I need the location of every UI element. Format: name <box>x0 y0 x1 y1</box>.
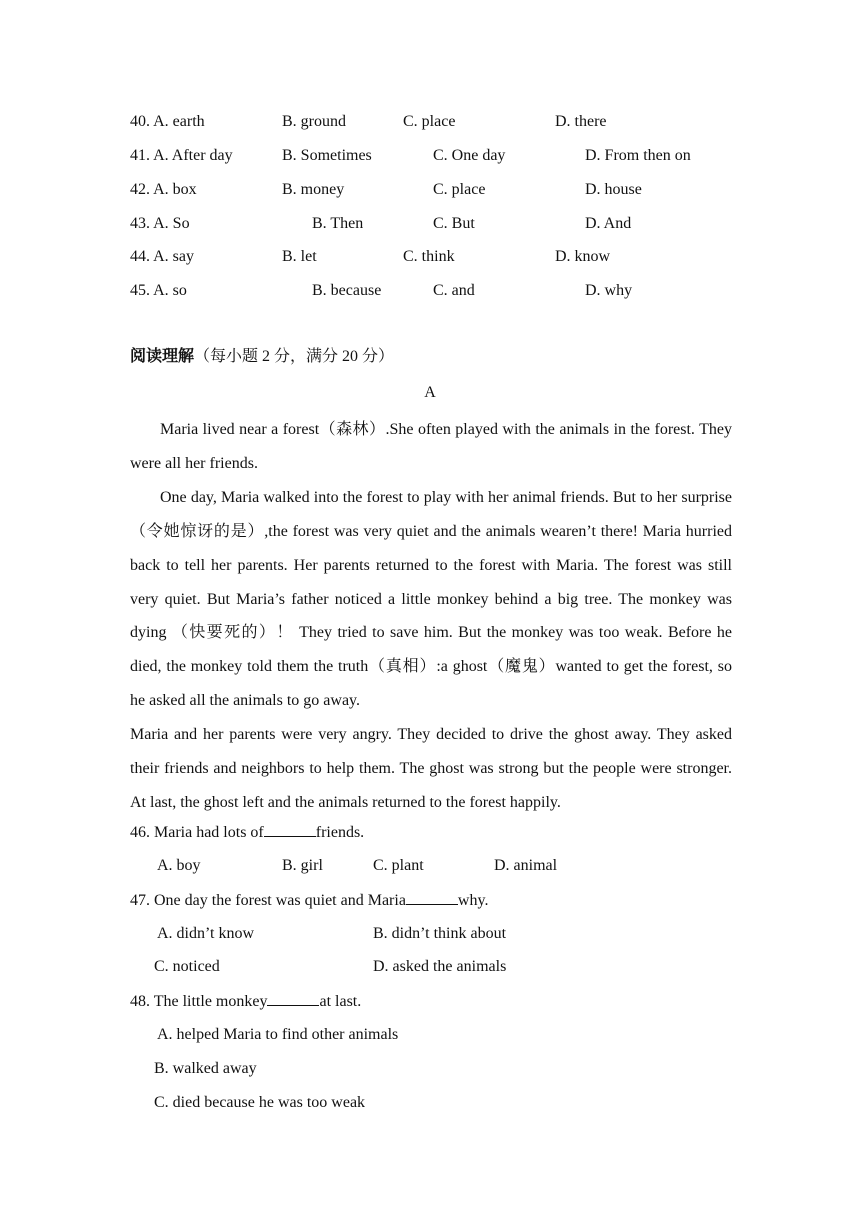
passage-paragraph-2: One day, Maria walked into the forest to play with her animal friends. But to her surprise（令她惊讶的是）,the forest was very quiet and the animals wearen’t there! Maria hurried back to tell her parents. Her parents returned to the forest with Maria. The forest was still very quiet. But Maria’s father noticed a little monkey behind a big tree. The monkey was dying （快要死的）！ They tried to save him. But the monkey was too weak. Before he died, the monkey told them the truth（真相）:a ghost（魔鬼）wanted to get the forest, so he asked all the animals to go away. <box>130 488 732 710</box>
option-a: A. boy <box>157 857 201 874</box>
section-heading <box>130 346 394 368</box>
option-b: B. didn’t think about <box>373 925 507 942</box>
option-a: 43. A. So <box>130 215 190 232</box>
option-d: D. there <box>555 113 607 130</box>
option-d: D. house <box>585 181 642 198</box>
option-c: C. died because he was too weak <box>154 1094 366 1111</box>
answer-blank <box>264 821 316 837</box>
passage-label: A <box>424 384 436 401</box>
question-stem: 46. Maria had lots of <box>130 824 264 841</box>
option-a: 41. A. After day <box>130 147 233 164</box>
section-note: （每小题 2 分，满分 20 分） <box>194 348 395 365</box>
question-stem-end: at last. <box>319 993 362 1010</box>
section-title: 阅读理解 <box>130 348 195 365</box>
passage <box>130 413 732 820</box>
question-stem-end: friends. <box>315 824 365 841</box>
option-c: C. But <box>433 215 475 232</box>
option-c: C. think <box>403 248 455 265</box>
option-b: B. ground <box>282 113 346 130</box>
option-c: C. and <box>433 282 475 299</box>
question-48-option-a <box>157 1024 398 1046</box>
option-a: A. helped Maria to find other animals <box>157 1026 399 1043</box>
option-b: B. Sometimes <box>282 147 372 164</box>
question-48-option-c <box>154 1092 365 1114</box>
option-d: D. why <box>585 282 633 299</box>
answer-blank <box>267 990 319 1006</box>
option-a: 40. A. earth <box>130 113 205 130</box>
option-a: 42. A. box <box>130 181 197 198</box>
option-c: C. place <box>403 113 456 130</box>
option-c: C. noticed <box>154 958 220 975</box>
option-b: B. walked away <box>154 1060 257 1077</box>
option-c: C. plant <box>373 857 424 874</box>
option-a: 44. A. say <box>130 248 194 265</box>
question-stem: 47. One day the forest was quiet and Maria <box>130 892 406 909</box>
passage-paragraph-3: Maria and her parents were very angry. They decided to drive the ghost away. They asked their friends and neighbors to help them. The ghost was strong but the people were stronger. At last, the ghost left and the animals returned to the forest happily. <box>130 726 732 811</box>
option-b: B. Then <box>312 215 364 232</box>
question-48-option-b <box>154 1058 257 1080</box>
option-d: D. animal <box>494 857 558 874</box>
option-d: D. From then on <box>585 147 691 164</box>
option-a: 45. A. so <box>130 282 187 299</box>
option-c: C. One day <box>433 147 506 164</box>
option-c: C. place <box>433 181 486 198</box>
option-b: B. money <box>282 181 345 198</box>
option-b: B. girl <box>282 857 323 874</box>
option-d: D. asked the animals <box>373 958 507 975</box>
answer-blank <box>406 889 458 905</box>
question-stem: 48. The little monkey <box>130 993 268 1010</box>
option-a: A. didn’t know <box>157 925 255 942</box>
question-46 <box>130 821 364 843</box>
option-b: B. because <box>312 282 382 299</box>
question-stem-end: why. <box>457 892 489 909</box>
option-d: D. And <box>585 215 632 232</box>
question-47 <box>130 889 488 911</box>
passage-paragraph-1: Maria lived near a forest（森林）.She often played with the animals in the forest. They were all her friends. <box>130 421 732 472</box>
option-b: B. let <box>282 248 317 265</box>
option-d: D. know <box>555 248 611 265</box>
question-48 <box>130 990 361 1012</box>
